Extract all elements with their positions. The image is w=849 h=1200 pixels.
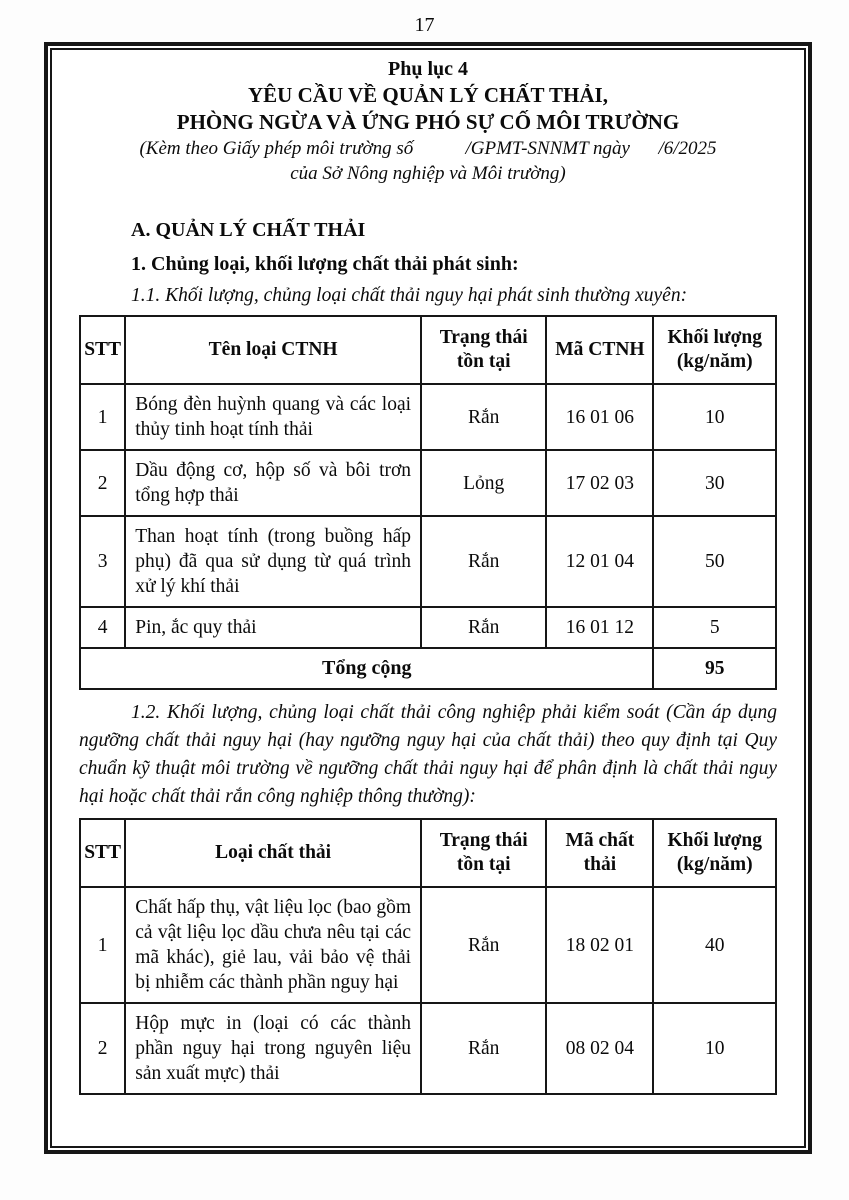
col-header-waste-name: Tên loại CTNH: [125, 316, 421, 384]
document-title-line2: PHÒNG NGỪA VÀ ỨNG PHÓ SỰ CỐ MÔI TRƯỜNG: [176, 110, 680, 134]
hazardous-waste-table: [79, 315, 777, 690]
table-cell: 2: [80, 1003, 125, 1094]
table-cell: 2: [80, 450, 125, 516]
table-cell: Bóng đèn huỳnh quang và các loại thủy tinh hoạt tính thải: [125, 384, 421, 450]
section-1-2-paragraph: 1.2. Khối lượng, chủng loại chất thải công nghiệp phải kiểm soát (Cần áp dụng ngưỡng chất thải nguy hại (hay ngưỡng nguy hại của chất thải) theo quy định tại Quy chuẩn kỹ thuật môi trường về ngưỡng chất thải nguy hại để phân định là chất thải nguy hại hoặc chất thải rắn công nghiệp thông thường):: [79, 702, 777, 807]
table-row: [80, 1003, 776, 1094]
table-cell: Rắn: [421, 384, 546, 450]
table-cell: 18 02 01: [546, 887, 653, 1003]
col-header-state: Trạng thái tồn tại: [421, 819, 546, 887]
table-cell: Chất hấp thụ, vật liệu lọc (bao gồm cả vật liệu lọc dầu chưa nêu tại các mã khác), giẻ lau, vải bảo vệ thải bị nhiễm các thành phần nguy hại: [125, 887, 421, 1003]
table-cell: 3: [80, 516, 125, 607]
table-cell: 16 01 06: [546, 384, 653, 450]
section-a-heading: A. QUẢN LÝ CHẤT THẢI: [131, 219, 366, 241]
table-cell: Rắn: [421, 516, 546, 607]
document-header: [79, 56, 777, 186]
appendix-title: Phụ lục 4: [387, 58, 469, 80]
table-cell: Rắn: [421, 607, 546, 648]
table-cell: 10: [653, 384, 776, 450]
table-cell: 12 01 04: [546, 516, 653, 607]
total-row: [80, 648, 776, 689]
table-cell: 4: [80, 607, 125, 648]
document-subtitle-line2: của Sở Nông nghiệp và Môi trường): [290, 163, 566, 184]
table-cell: Pin, ắc quy thải: [125, 607, 421, 648]
document-subtitle-line1: (Kèm theo Giấy phép môi trường số /GPMT-SNNMT ngày /6/2025: [139, 138, 717, 159]
table-cell: Hộp mực in (loại có các thành phần nguy hại trong nguyên liệu sản xuất mực) thải: [125, 1003, 421, 1094]
total-value: 95: [653, 648, 776, 689]
table-cell: 5: [653, 607, 776, 648]
section-1-1-heading: 1.1. Khối lượng, chủng loại chất thải nguy hại phát sinh thường xuyên:: [131, 285, 688, 306]
table-row: [80, 607, 776, 648]
table-row: [80, 384, 776, 450]
col-header-code: Mã CTNH: [546, 316, 653, 384]
table-header-row: [80, 316, 776, 384]
col-header-state: Trạng thái tồn tại: [421, 316, 546, 384]
table-cell: 1: [80, 887, 125, 1003]
table-cell: Dầu động cơ, hộp số và bôi trơn tổng hợp thải: [125, 450, 421, 516]
table-cell: 10: [653, 1003, 776, 1094]
total-label: Tổng cộng: [80, 648, 653, 689]
page-border-inner: [50, 48, 806, 1148]
document-title-line1: YÊU CẦU VỀ QUẢN LÝ CHẤT THẢI,: [248, 83, 608, 107]
table-cell: Lỏng: [421, 450, 546, 516]
table-cell: 16 01 12: [546, 607, 653, 648]
col-header-mass: Khối lượng (kg/năm): [653, 316, 776, 384]
table-cell: Rắn: [421, 887, 546, 1003]
table-cell: 40: [653, 887, 776, 1003]
table-row: [80, 516, 776, 607]
table-cell: 50: [653, 516, 776, 607]
table-cell: 30: [653, 450, 776, 516]
section-1-heading: 1. Chủng loại, khối lượng chất thải phát sinh:: [131, 253, 519, 275]
industrial-waste-table: [79, 818, 777, 1095]
table-row: [80, 450, 776, 516]
table-cell: 1: [80, 384, 125, 450]
table-row: [80, 887, 776, 1003]
page-border-frame: [44, 42, 812, 1154]
page-number: 17: [414, 14, 435, 36]
table-cell: 08 02 04: [546, 1003, 653, 1094]
col-header-mass: Khối lượng (kg/năm): [653, 819, 776, 887]
table-cell: Rắn: [421, 1003, 546, 1094]
table-header-row: [80, 819, 776, 887]
col-header-waste-type: Loại chất thải: [125, 819, 421, 887]
col-header-stt: STT: [80, 316, 125, 384]
col-header-code: Mã chất thải: [546, 819, 653, 887]
table-cell: 17 02 03: [546, 450, 653, 516]
col-header-stt: STT: [80, 819, 125, 887]
table-cell: Than hoạt tính (trong buồng hấp phụ) đã qua sử dụng từ quá trình xử lý khí thải: [125, 516, 421, 607]
